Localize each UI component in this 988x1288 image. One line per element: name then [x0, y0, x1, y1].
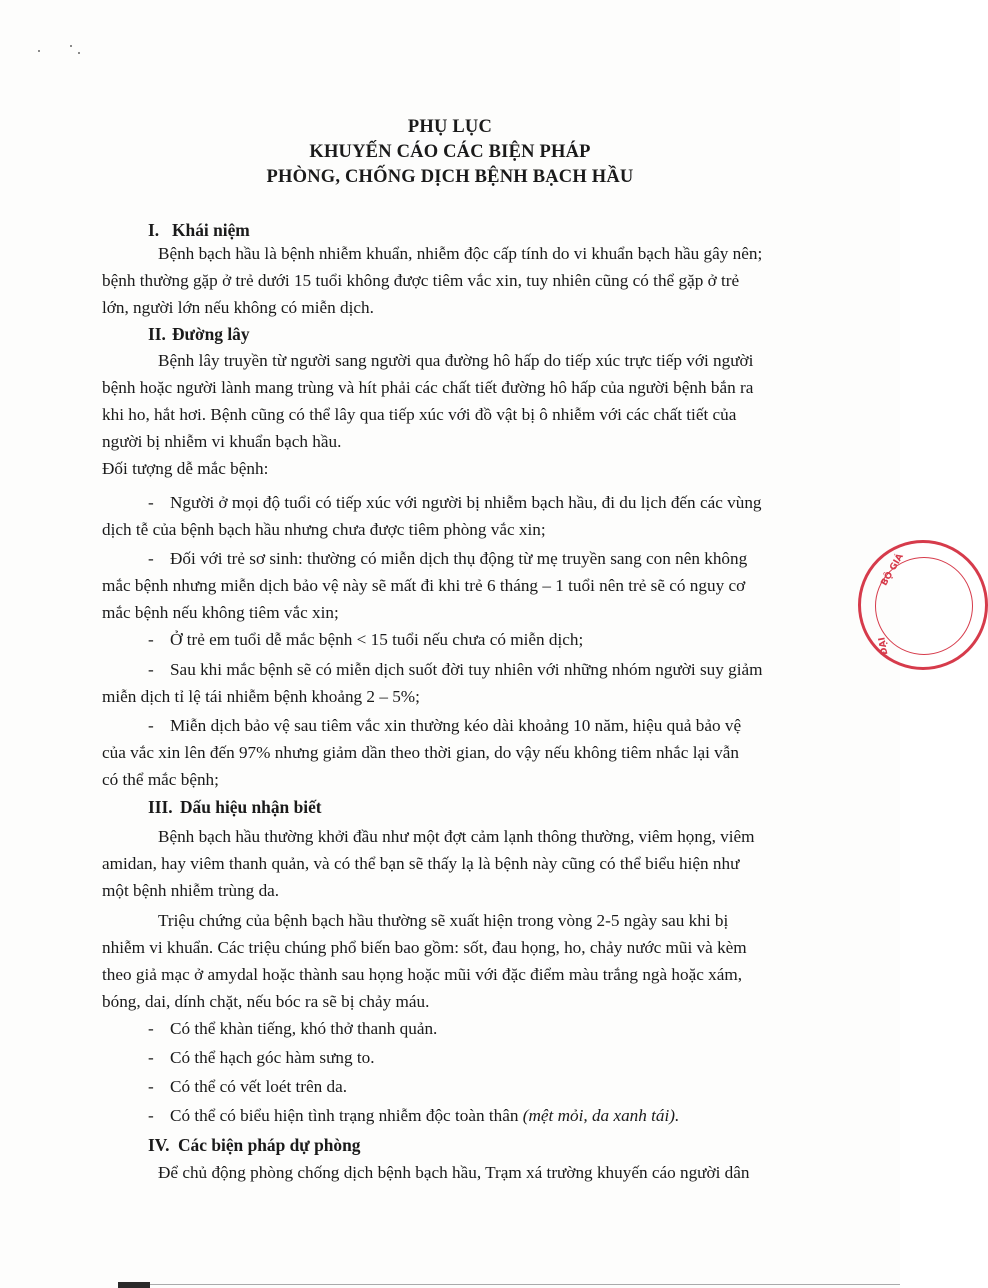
document-title: KHUYẾN CÁO CÁC BIỆN PHÁP	[309, 142, 591, 162]
official-stamp	[858, 540, 988, 670]
bullet-continuation: miễn dịch tỉ lệ tái nhiễm bệnh khoảng 2 – 5%;	[102, 687, 420, 706]
bullet-item: - Có thể hạch góc hàm sưng to.	[148, 1048, 375, 1067]
scan-speck	[70, 45, 72, 47]
appendix-title: PHỤ LỤC	[407, 117, 493, 137]
bullet-item: - Ở trẻ em tuổi dễ mắc bệnh < 15 tuổi nếu chưa có miễn dịch;	[148, 630, 584, 649]
paragraph-line: theo giả mạc ở amydal hoặc thành sau họng hoặc mũi với đặc điểm màu trắng ngà hoặc xám,	[102, 965, 743, 984]
stamp-text: ĐẠI	[877, 636, 891, 656]
paragraph-line: Bệnh bạch hầu là bệnh nhiễm khuẩn, nhiễm độc cấp tính do vi khuẩn bạch hầu gây nên;	[158, 244, 763, 263]
section-2-heading	[148, 324, 250, 345]
bullet-continuation: của vắc xin lên đến 97% nhưng giảm dần theo thời gian, do vậy nếu không tiêm nhắc lại vẫn	[102, 743, 739, 762]
subject-label: Đối tượng dễ mắc bệnh:	[102, 459, 269, 478]
scan-edge-mark	[118, 1282, 150, 1288]
section-2-number: II.	[148, 324, 166, 344]
paragraph-line: bệnh hoặc người lành mang trùng và hít phải các chất tiết đường hô hấp của người bệnh bắn ra	[102, 378, 754, 397]
paragraph-line: Triệu chứng của bệnh bạch hầu thường sẽ xuất hiện trong vòng 2-5 ngày sau khi bị	[158, 911, 729, 930]
section-4-heading	[148, 1135, 360, 1156]
bullet-item: - Sau khi mắc bệnh sẽ có miễn dịch suốt đời tuy nhiên với những nhóm người suy giảm	[148, 660, 763, 679]
bullet-italic-note: (mệt mỏi, da xanh tái).	[522, 1106, 680, 1125]
paragraph-line: bệnh thường gặp ở trẻ dưới 15 tuổi không được tiêm vắc xin, tuy nhiên cũng có thể gặp ở trẻ	[102, 271, 740, 290]
section-3-number: III.	[148, 797, 173, 817]
document-subtitle: PHÒNG, CHỐNG DỊCH BỆNH BẠCH HẦU	[266, 167, 634, 187]
section-1-title: Khái niệm	[172, 220, 250, 240]
bullet-item: - Có thể có vết loét trên da.	[148, 1077, 348, 1096]
section-3-title: Dấu hiệu nhận biết	[180, 797, 322, 817]
stamp-text: BỘ GIÁ	[879, 552, 906, 588]
bullet-continuation: có thể mắc bệnh;	[102, 770, 219, 789]
paragraph-line: khi ho, hắt hơi. Bệnh cũng có thể lây qua tiếp xúc với đồ vật bị ô nhiễm với các chất tiết của	[102, 405, 737, 424]
paragraph-line: lớn, người lớn nếu không có miễn dịch.	[102, 298, 374, 317]
paragraph-line: một bệnh nhiễm trùng da.	[102, 881, 280, 900]
section-2-title: Đường lây	[172, 324, 250, 344]
bullet-continuation: mắc bệnh nhưng miễn dịch bảo vệ này sẽ mất đi khi trẻ 6 tháng – 1 tuổi nên trẻ sẽ có nguy cơ	[102, 576, 746, 595]
paragraph-line: bóng, dai, dính chặt, nếu bóc ra sẽ bị chảy máu.	[102, 992, 430, 1011]
paragraph-line: người bị nhiễm vi khuẩn bạch hầu.	[102, 432, 342, 451]
bullet-continuation: dịch tễ của bệnh bạch hầu nhưng chưa được tiêm phòng vắc xin;	[102, 520, 546, 539]
scan-edge-line	[150, 1284, 900, 1285]
section-4-title: Các biện pháp dự phòng	[178, 1135, 361, 1155]
paragraph-line: amidan, hay viêm thanh quản, và có thể bạn sẽ thấy lạ là bệnh này cũng có thể biểu hiện như	[102, 854, 740, 873]
bullet-item: - Miễn dịch bảo vệ sau tiêm vắc xin thường kéo dài khoảng 10 năm, hiệu quả bảo vệ	[148, 716, 742, 735]
paragraph-line: Bệnh lây truyền từ người sang người qua đường hô hấp do tiếp xúc trực tiếp với người	[158, 351, 754, 370]
paragraph-line: nhiễm vi khuẩn. Các triệu chúng phổ biến bao gồm: sốt, đau họng, ho, chảy nước mũi và kèm	[102, 938, 747, 957]
section-1-number: I.	[148, 220, 160, 240]
bullet-item: - Có thể khàn tiếng, khó thở thanh quản.	[148, 1019, 438, 1038]
bullet-item: - Có thể có biểu hiện tình trạng nhiễm độc toàn thân (mệt mỏi, da xanh tái).	[148, 1106, 680, 1125]
section-4-number: IV.	[148, 1135, 170, 1155]
scan-speck	[38, 50, 40, 52]
bullet-continuation: mắc bệnh nếu không tiêm vắc xin;	[102, 603, 339, 622]
section-1-heading	[148, 220, 250, 241]
paragraph-line: Để chủ động phòng chống dịch bệnh bạch hầu, Trạm xá trường khuyến cáo người dân	[158, 1163, 750, 1182]
section-3-heading	[148, 797, 322, 818]
paragraph-line: Bệnh bạch hầu thường khởi đầu như một đợt cảm lạnh thông thường, viêm họng, viêm	[158, 827, 755, 846]
bullet-item: - Đối với trẻ sơ sinh: thường có miễn dịch thụ động từ mẹ truyền sang con nên không	[148, 549, 748, 568]
bullet-item: - Người ở mọi độ tuổi có tiếp xúc với người bị nhiễm bạch hầu, đi du lịch đến các vùng	[148, 493, 762, 512]
scan-speck	[78, 52, 80, 54]
